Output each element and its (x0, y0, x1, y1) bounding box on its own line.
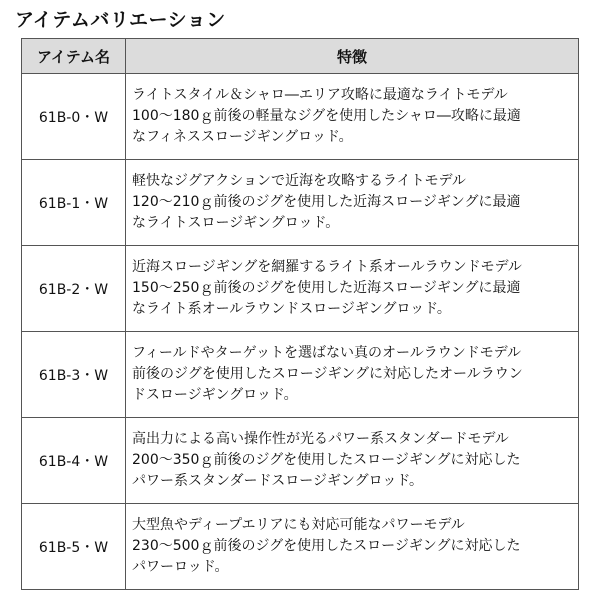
description-line: 軽快なジグアクションで近海を攻略するライトモデル (132, 173, 466, 189)
table-row (22, 332, 579, 418)
description-line: なライトスロージギングロッド。 (132, 215, 340, 231)
item-description (126, 332, 579, 418)
variations-table (21, 38, 579, 590)
description-line: 230〜500ｇ前後のジグを使用したスロージギングに対応した (132, 538, 521, 554)
description-line: 前後のジグを使用したスロージギングに対応したオールラウン (132, 366, 523, 382)
page-title: アイテムバリエーション (15, 9, 226, 31)
item-name: 61B-5・W (22, 504, 126, 590)
table-row (22, 246, 579, 332)
item-description (126, 418, 579, 504)
description-line: 200〜350ｇ前後のジグを使用したスロージギングに対応した (132, 452, 521, 468)
description-line: 高出力による高い操作性が光るパワー系スタンダードモデル (132, 431, 509, 447)
table-row (22, 160, 579, 246)
item-description (126, 246, 579, 332)
table-row (22, 504, 579, 590)
table-header-row (22, 39, 579, 74)
item-name: 61B-1・W (22, 160, 126, 246)
description-line: 100〜180ｇ前後の軽量なジグを使用したシャロ―攻略に最適 (132, 108, 521, 124)
description-line: 120〜210ｇ前後のジグを使用した近海スロージギングに最適 (132, 194, 521, 210)
description-line: なライト系オールラウンドスロージギングロッド。 (132, 301, 451, 317)
description-line: ドスロージギングロッド。 (132, 387, 298, 403)
item-description (126, 504, 579, 590)
description-line: 近海スロージギングを網羅するライト系オールラウンドモデル (132, 259, 522, 275)
item-name: 61B-2・W (22, 246, 126, 332)
item-name: 61B-3・W (22, 332, 126, 418)
description-line: なフィネススロージギングロッド。 (132, 129, 353, 145)
description-line: ライトスタイル＆シャロ―エリア攻略に最適なライトモデル (132, 87, 508, 103)
description-line: パワーロッド。 (132, 559, 229, 575)
description-line: パワー系スタンダードスロージギングロッド。 (132, 473, 424, 489)
item-description (126, 160, 579, 246)
item-name: 61B-0・W (22, 74, 126, 160)
header-features: 特徴 (126, 39, 579, 74)
table-row (22, 74, 579, 160)
description-line: 大型魚やディープエリアにも対応可能なパワーモデル (132, 517, 465, 533)
item-name: 61B-4・W (22, 418, 126, 504)
item-description (126, 74, 579, 160)
description-line: 150〜250ｇ前後のジグを使用した近海スロージギングに最適 (132, 280, 521, 296)
table-row (22, 418, 579, 504)
header-item-name: アイテム名 (22, 39, 126, 74)
description-line: フィールドやターゲットを選ばない真のオールラウンドモデル (132, 345, 522, 361)
